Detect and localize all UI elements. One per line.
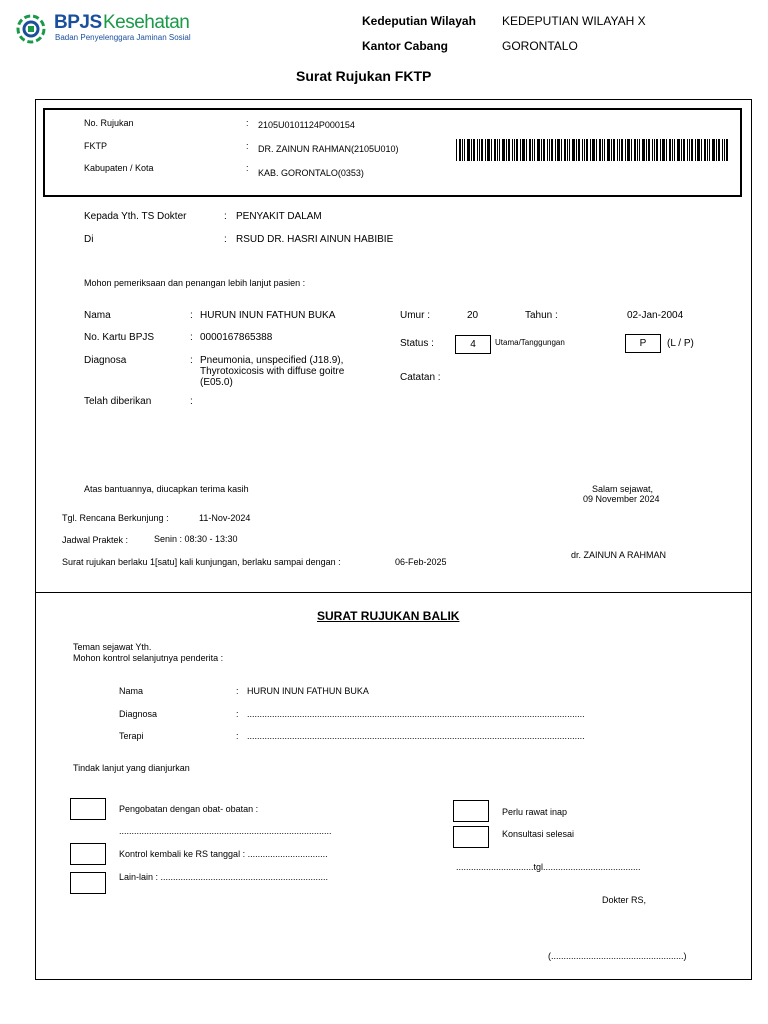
tahun-value: 02-Jan-2004 [627,310,684,321]
colon: : [190,355,193,366]
barcode-bar [471,139,472,161]
barcode-bar [564,139,566,161]
barcode-bar [648,139,650,161]
barcode-bar [499,139,500,161]
barcode-bar [689,139,690,161]
balik-terapi-dots: ....................................................................................................................................... [247,731,585,741]
di-value: RSUD DR. HASRI AINUN HABIBIE [236,234,394,245]
logo-subtitle: Badan Penyelenggara Jaminan Sosial [55,33,191,42]
logo-accent-text: Kesehatan [103,12,190,33]
berlaku-value: 06-Feb-2025 [395,557,447,567]
teman-text: Teman sejawat Yth. [73,642,152,652]
barcode-bar [646,139,647,161]
kabupaten-label: Kabupaten / Kota [84,163,154,173]
barcode-bar [491,139,492,161]
barcode-bar [604,139,605,161]
barcode-bar [709,139,710,161]
colon: : [224,211,227,222]
barcode-bar [642,139,645,161]
barcode-bar [637,139,638,161]
barcode-bar [607,139,610,161]
barcode-bar [497,139,498,161]
page-title: Surat Rujukan FKTP [296,68,432,84]
diagnosa-line-3: (E05.0) [200,377,233,388]
no-rujukan-value: 2105U0101124P000154 [258,120,355,130]
kartu-label: No. Kartu BPJS [84,332,155,343]
colon: : [190,396,193,407]
umur-label: Umur : [400,310,430,321]
status-desc: Utama/Tanggungan [495,338,565,347]
barcode-bar [722,139,723,161]
doctor-name: dr. ZAINUN A RAHMAN [571,550,667,560]
barcode-bar [672,139,673,161]
barcode-bar [555,139,556,161]
nama-value: HURUN INUN FATHUN BUKA [200,310,336,321]
konsultasi-checkbox[interactable] [453,826,489,848]
tahun-label: Tahun : [525,310,558,321]
barcode-bar [662,139,665,161]
salam-text: Salam sejawat, [592,484,654,494]
colon: : [190,332,193,343]
barcode-bar [716,139,717,161]
sex-desc: (L / P) [667,338,694,349]
barcode-bar [569,139,570,161]
dokter-rs-label: Dokter RS, [602,895,647,905]
kabupaten-value: KAB. GORONTALO(0353) [258,168,364,178]
rencana-value: 11-Nov-2024 [199,513,251,523]
barcode-bar [506,139,507,161]
barcode-bar [512,139,513,161]
barcode-bar [674,139,675,161]
colon: : [224,234,227,245]
barcode-bar [526,139,527,161]
barcode-bar [481,139,483,161]
colon: : [246,118,249,128]
barcode-bar [561,139,562,161]
status-box: 4 [455,335,491,354]
obat-dots: ..................................................................................... [119,826,332,836]
barcode-bar [522,139,525,161]
fktp-label: FKTP [84,141,108,151]
lain-checkbox[interactable] [70,872,106,894]
section-divider [35,592,752,593]
barcode-bar [697,139,700,161]
barcode-bar [704,139,706,161]
barcode-bar [541,139,542,161]
colon: : [246,141,249,151]
rencana-label: Tgl. Rencana Berkunjung : [62,513,169,523]
barcode-bar [592,139,595,161]
jadwal-value: Senin : 08:30 - 13:30 [154,534,238,544]
kontrol-label: Kontrol kembali ke RS tanggal : ................................ [119,849,328,859]
barcode-bar [551,139,553,161]
bpjs-emblem-icon [15,13,47,45]
barcode-bar [485,139,486,161]
deputi-label: Kedeputian Wilayah [362,14,476,28]
barcode-bar [584,139,585,161]
colon: : [246,163,249,173]
barcode-bar [683,139,685,161]
tindak-lanjut-text: Tindak lanjut yang dianjurkan [73,763,190,773]
barcode-bar [543,139,545,161]
barcode-bar [726,139,728,161]
barcode-bar [502,139,505,161]
barcode-bar [464,139,465,161]
barcode-bar [639,139,640,161]
kontrol-checkbox[interactable] [70,843,106,865]
barcode-bar [567,139,568,161]
barcode-bar [459,139,461,161]
balik-nama-label: Nama [119,686,144,696]
barcode-bar [669,139,671,161]
balik-nama-value: HURUN INUN FATHUN BUKA [247,686,369,696]
barcode-bar [487,139,490,161]
barcode-bar [681,139,682,161]
tgl-line: ...............................tgl....................................... [456,862,641,872]
barcode-bar [707,139,708,161]
barcode-bar [621,139,623,161]
barcode-bar [634,139,636,161]
colon: : [236,731,239,741]
konsultasi-label: Konsultasi selesai [502,829,575,839]
barcode-bar [572,139,575,161]
sex-box: P [625,334,661,353]
referral-frame [35,99,752,980]
barcode-bar [724,139,725,161]
bpjs-logo [15,12,195,46]
diagnosa-label: Diagnosa [84,355,127,366]
barcode-bar [687,139,688,161]
barcode-bar [529,139,531,161]
diagnosa-line-2: Thyrotoxicosis with diffuse goitre [200,366,345,377]
barcode-bar [477,139,478,161]
barcode-bar [660,139,661,161]
umur-value: 20 [467,310,479,321]
barcode-bar [631,139,632,161]
balik-title: SURAT RUJUKAN BALIK [317,609,460,623]
barcode-bar [625,139,626,161]
barcode-bar [534,139,535,161]
barcode-bar [586,139,588,161]
berlaku-text: Surat rujukan berlaku 1[satu] kali kunjungan, berlaku sampai dengan : [62,557,341,567]
barcode-bar [576,139,577,161]
barcode-bar [494,139,496,161]
rawat-inap-checkbox[interactable] [453,800,489,822]
barcode [456,139,730,161]
logo-main-text: BPJS [54,12,102,33]
obat-checkbox[interactable] [70,798,106,820]
kepada-label: Kepada Yth. TS Dokter [84,211,187,222]
cabang-value: GORONTALO [502,39,578,53]
status-label: Status : [400,338,434,349]
barcode-bar [479,139,480,161]
barcode-bar [619,139,620,161]
barcode-bar [462,139,463,161]
thanks-text: Atas bantuannya, diucapkan terima kasih [84,484,249,494]
rawat-inap-label: Perlu rawat inap [502,807,568,817]
barcode-bar [508,139,510,161]
barcode-bar [537,139,540,161]
nama-label: Nama [84,310,111,321]
barcode-bar [695,139,696,161]
barcode-bar [652,139,653,161]
obat-label: Pengobatan dengan obat- obatan : [119,804,259,814]
barcode-bar [456,139,457,161]
barcode-bar [701,139,702,161]
di-label: Di [84,234,94,245]
barcode-bar [599,139,601,161]
fktp-value: DR. ZAINUN RAHMAN(2105U010) [258,144,399,154]
barcode-bar [712,139,715,161]
barcode-bar [520,139,521,161]
barcode-bar [666,139,667,161]
barcode-bar [617,139,618,161]
kepada-value: PENYAKIT DALAM [236,211,322,222]
barcode-bar [473,139,475,161]
catatan-label: Catatan : [400,372,441,383]
colon: : [190,310,193,321]
no-rujukan-label: No. Rujukan [84,118,134,128]
kartu-value: 0000167865388 [200,332,273,343]
jadwal-label: Jadwal Praktek : [62,535,129,545]
balik-diagnosa-label: Diagnosa [119,709,158,719]
barcode-bar [582,139,583,161]
barcode-bar [549,139,550,161]
telah-diberikan-label: Telah diberikan [84,396,152,407]
mohon-text: Mohon pemeriksaan dan penangan lebih lanjut pasien : [84,278,306,288]
barcode-bar [516,139,518,161]
barcode-bar [578,139,580,161]
barcode-bar [547,139,548,161]
signature-line: (.....................................................) [548,951,687,961]
letter-date: 09 November 2024 [583,494,660,504]
barcode-bar [691,139,693,161]
balik-terapi-label: Terapi [119,731,144,741]
barcode-bar [654,139,655,161]
barcode-bar [514,139,515,161]
diagnosa-line-1: Pneumonia, unspecified (J18.9), [200,355,344,366]
barcode-bar [596,139,597,161]
deputi-value: KEDEPUTIAN WILAYAH X [502,14,646,28]
cabang-label: Kantor Cabang [362,39,449,53]
barcode-bar [532,139,533,161]
barcode-bar [602,139,603,161]
mohon-kontrol-text: Mohon kontrol selanjutnya penderita : [73,653,224,663]
barcode-bar [467,139,470,161]
barcode-bar [677,139,680,161]
colon: : [236,709,239,719]
balik-diagnosa-dots: ....................................................................................................................................... [247,709,585,719]
barcode-bar [590,139,591,161]
barcode-bar [718,139,720,161]
barcode-bar [611,139,612,161]
barcode-bar [627,139,630,161]
colon: : [236,686,239,696]
barcode-bar [613,139,615,161]
barcode-bar [656,139,658,161]
barcode-bar [557,139,560,161]
lain-label: Lain-lain : ................................................................... [119,872,329,882]
